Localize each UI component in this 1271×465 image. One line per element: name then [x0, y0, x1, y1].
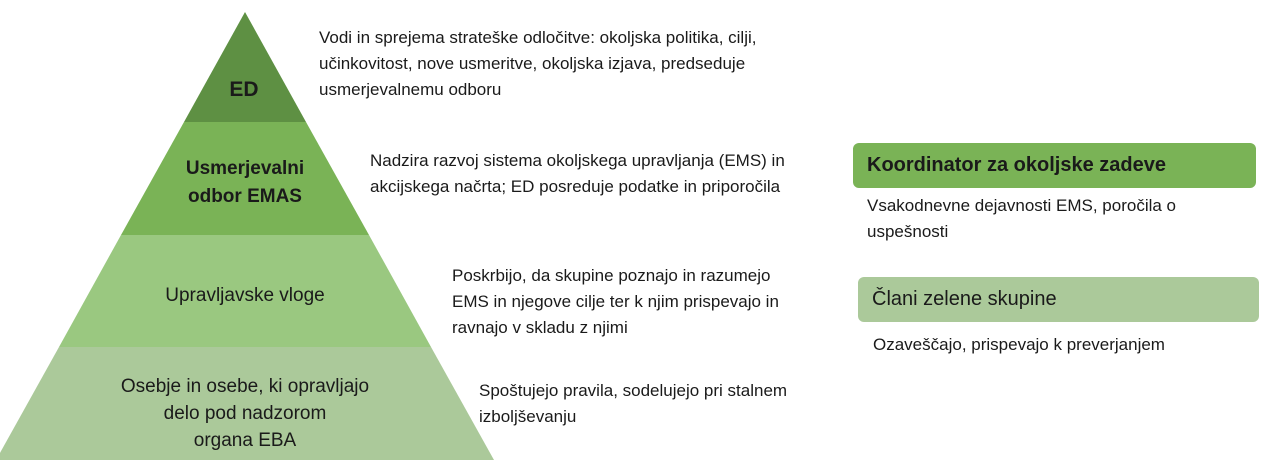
tier-label-staff: Osebje in osebe, ki opravljajo delo pod nadzorom organa EBA: [120, 375, 370, 451]
tier-label-ed: ED: [229, 78, 259, 101]
green-team-title: Člani zelene skupine: [872, 288, 1057, 310]
green-team-description: Ozaveščajo, prispevajo k preverjanjem: [873, 335, 1165, 354]
green-team-box: [858, 277, 1259, 322]
tier-description-staff: Spoštujejo pravila, sodelujejo pri stalnem izboljševanju: [479, 381, 788, 426]
coordinator-box: [853, 143, 1256, 188]
tier-label-management: Upravljavske vloge: [165, 285, 325, 306]
tier-label-steering: Usmerjevalni odbor EMAS: [185, 158, 305, 207]
tier-description-steering: Nadzira razvoj sistema okoljskega upravljanja (EMS) in akcijskega načrta; ED posreduje podatke in priporočila: [370, 151, 785, 196]
tier-description-management: Poskrbijo, da skupine poznajo in razumejo EMS in njegove cilje ter k njim prispevajo in ravnajo v skladu z njimi: [452, 266, 779, 337]
coordinator-title: Koordinator za okoljske zadeve: [867, 154, 1166, 176]
coordinator-description: Vsakodnevne dejavnosti EMS, poročila o uspešnosti: [867, 196, 1177, 241]
tier-description-ed: Vodi in sprejema strateške odločitve: okoljska politika, cilji, učinkovitost, nove usmeritve, okoljska izjava, predseduje usmerjevalnemu odboru: [319, 28, 757, 99]
